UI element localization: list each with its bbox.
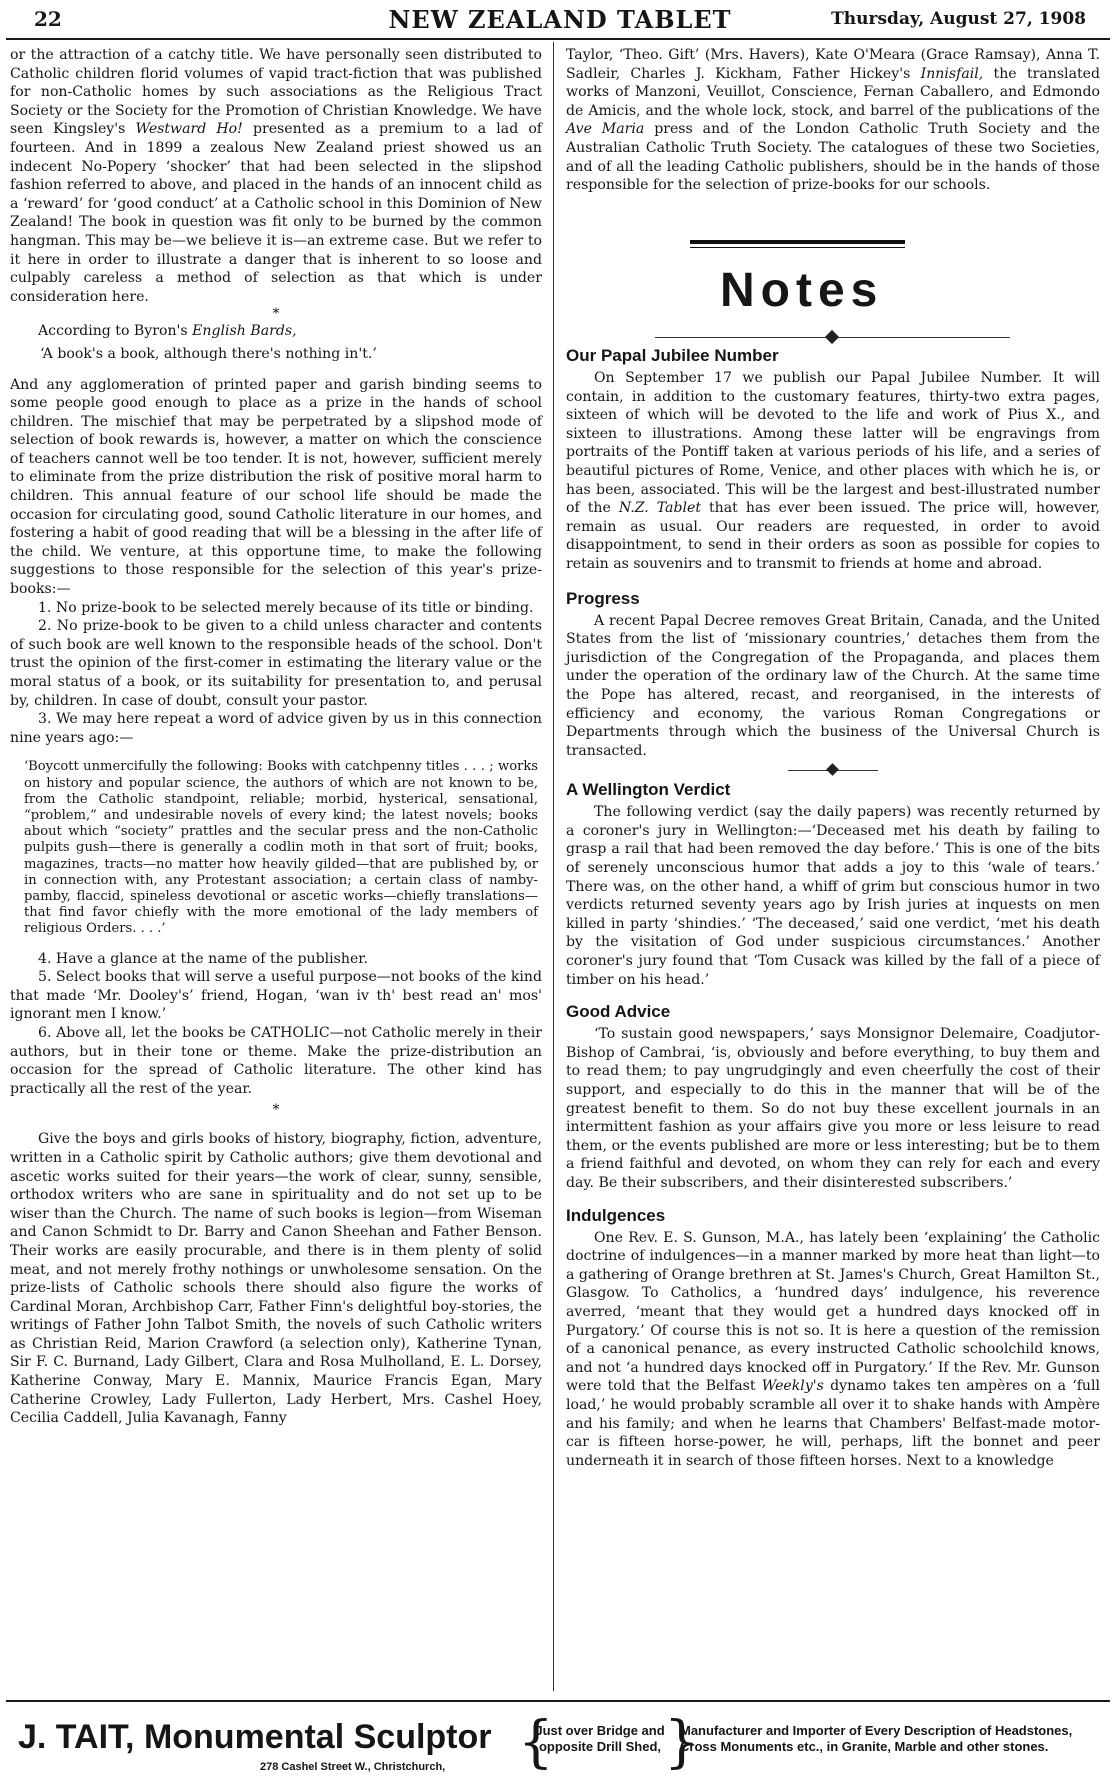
note-body: A recent Papal Decree removes Great Britain, Canada, and the United States from the list of ‘missionary countries,’ detaches them from the jurisdiction of the Congregation of the Propaganda, and places them under the operation of the ordinary law of the Church. At the same time the Pope has altered, recast, and reorganised, in the interests of efficiency and economy, the various Roman Congregations or Departments through which the business of the Universal Church is transacted. — [566, 612, 1100, 759]
advertiser-name: J. TAIT, Monumental Sculptor — [18, 1718, 492, 1756]
advertiser-address: 278 Cashel Street W., Christchurch, — [260, 1761, 446, 1773]
section-star: * — [272, 306, 280, 323]
note-heading: Our Papal Jubilee Number — [566, 346, 779, 365]
ornament-rule — [575, 333, 1095, 343]
advertiser-location: Just over Bridge and opposite Drill Shed, — [535, 1723, 665, 1754]
right-column-notes — [566, 345, 1100, 1470]
note-heading: Indulgences — [566, 1205, 666, 1225]
brace-icon: { — [518, 1710, 554, 1775]
column-divider — [553, 42, 554, 1691]
paragraph: Give the boys and girls books of history, biography, fiction, adventure, written in a Catholic spirit by Catholic authors; give them devotional and ascetic works suited for their years—the work of clear, sunny, sensible, orthodox writers who are sane in spirituality and do not set up to be wiser than the Church. The name of such books is legion—from Wiseman and Canon Schmidt to Dr. Barry and Canon Sheehan and Father Benson. Their works are easily procurable, and there is in them plenty of solid meat, and not merely frothy nothings or unwholesome sensation. On the prize-lists of Catholic schools there should also figure the works of Cardinal Moran, Archbishop Carr, Father Finn's delightful boy-stories, the writings of Father John Talbot Smith, the novels of such Catholic writers as Christian Reid, Marion Crawford (a selection only), Katherine Tynan, Sir F. C. Burnand, Lady Gilbert, Clara and Rosa Mulholland, E. L. Dorsey, Katherine Conway, Mary E. Mannix, Maurice Francis Egan, Mary Catherine Crowley, Lady Fullerton, Lady Herbert, Mrs. Cashel Hoey, Cecilia Caddell, Julia Kavanagh, Fanny — [10, 1131, 542, 1427]
suggestion-4: 4. Have a glance at the name of the publisher. — [38, 950, 368, 967]
issue-date: Thursday, August 27, 1908 — [831, 9, 1086, 29]
brace-icon: } — [664, 1710, 700, 1775]
note-body: The following verdict (say the daily papers) was recently returned by a coroner's jury in Wellington:—‘Deceased met his death by failing to grasp a rail that had been removed the day before.’ This is one of the bits of serenely unconscious humor that adds a joy to this ‘wale of tears.’ There was, on the other hand, a whiff of grim but conscious humor in two verdicts returned seventy years ago by Irish juries at inquests on men killed in party ‘shindies.’ ‘The deceased,’ said one verdict, ‘met his death by the visitation of God under suspicious circumstances.’ Another coroner's jury found that ‘Tom Cusack was killed by the fall of a piece of timber on his head.’ — [566, 804, 1100, 988]
page-header — [20, 5, 1100, 33]
paragraph: or the attraction of a catchy title. We have personally seen distributed to Catholic children florid volumes of vapid tract-fiction that was published for non-Catholic homes by such associations as the Religious Tract Society or the Society for the Promotion of Christian Knowledge. We have seen Kingsley's Westward Ho! presented as a premium to a lad of fourteen. And in 1899 a zealous New Zealand priest showed us an indecent No-Popery ‘shocker’ that had been selected in the slipshod fashion referred to above, and placed in the hands of an innocent child as a ‘reward’ for ‘good conduct’ at a Catholic school in this Dominion of New Zealand! The book in question was fit only to be burned by the common hangman. This may be—we believe it is—an extreme case. But we refer to it here in order to illustrate a danger that is inherent to so loose and culpably careless a method of selection as that which is under consideration here. — [10, 47, 543, 305]
suggestion-2: 2. No prize-book to be given to a child unless character and contents of such book are well known to the responsible heads of the school. Don't trust the opinion of the first-comer in estimating the literary value or the moral status of a book, or its suitability for presentation to, and perusal by, children. In case of doubt, consult your pastor. — [10, 618, 542, 709]
section-rule — [690, 240, 905, 248]
page-number: 22 — [34, 7, 62, 31]
masthead-title: NEW ZEALAND TABLET — [388, 5, 732, 34]
suggestion-3: 3. We may here repeat a word of advice given by us in this connection nine years ago:— — [10, 711, 542, 746]
paragraph: And any agglomeration of printed paper and garish binding seems to some people good enough to place as a prize in the hands of school children. The mischief that may be perpetrated by a slipshod mode of selection of book rewards is, however, a matter on which the conscience of teachers cannot well be too tender. It is not, however, sufficient merely to eliminate from the prize distribution the risk of positive moral harm to children. This annual feature of our school life should be made the occasion for circulating good, sound Catholic literature in our homes, and fostering a habit of good reading that will be a blessing in the after life of the child. We venture, at this opportune time, to make the following suggestions to those responsible for the selection of this year's prize-books:— — [10, 376, 542, 598]
left-column — [10, 46, 542, 1428]
paragraph: Taylor, ‘Theo. Gift’ (Mrs. Havers), Kate O'Meara (Grace Ramsay), Anna T. Sadleir, Charles J. Kickham, Father Hickey's Innisfail, the translated works of Manzoni, Veuillot, Conscience, Fernan Caballero, and Edmondo de Amicis, and the whole lock, stock, and barrel of the publications of the Ave Maria press and of the London Catholic Truth Society and the Australian Catholic Truth Society. The catalogues of these two Societies, and of all the leading Catholic publishers, should be in the hands of those responsible for the selection of prize-books for our schools. — [566, 47, 1101, 194]
verse-quote: ‘A book's a book, although there's nothing in't.’ — [40, 345, 377, 362]
suggestion-6: 6. Above all, let the books be CATHOLIC—not Catholic merely in their authors, but in their tone or theme. Make the prize-distribution an occasion for the spread of Catholic literature. The other kind has practically all the rest of the year. — [10, 1024, 542, 1097]
right-column-top — [566, 46, 1100, 195]
paragraph: According to Byron's English Bards, — [38, 323, 297, 340]
note-body: ‘To sustain good newspapers,’ says Monsignor Delemaire, Coadjutor-Bishop of Cambrai, ‘is, obviously and before everything, to buy them and to read them; to pay ungrudgingly and even cheerfully the cost of their support, and especially to do this in the manner that will be of the greatest benefit to them. So do not buy these excellent journals in an intermittent fashion as your affairs give you more or less leisure to read them, or the events published are more or less interesting; but be to them a friend faithful and devoted, on whom they can rely for each and every day. Be their subscribers, and their disinterested subscribers.’ — [566, 1026, 1100, 1191]
note-heading: A Wellington Verdict — [566, 780, 731, 800]
note-body: On September 17 we publish our Papal Jubilee Number. It will contain, in addition to the customary features, thirty-two extra pages, sixteen of which will be devoted to the life and work of Pius X., and sixteen to illustrations. Among these latter will be engravings from portraits of the Pontiff taken at various periods of his life, and a series of beautiful pictures of Rome, Venice, and other places with which he is, or has been, associated. This will be the largest and best-illustrated number of the N.Z. Tablet that has ever been issued. The price will, however, remain as usual. Our readers are requested, in order to avoid disappointment, to send in their orders as soon as possible for copies to retain as souvenirs and to transmit to friends at home and abroad. — [566, 370, 1100, 572]
footer-advertisement — [0, 1710, 1114, 1783]
section-star: * — [272, 1102, 280, 1119]
advertiser-description: Manufacturer and Importer of Every Description of Headstones, Cross Monuments etc., in Granite, Marble and other stones. — [680, 1723, 1073, 1754]
note-heading: Good Advice — [566, 1002, 671, 1022]
ornament-rule — [788, 770, 878, 771]
note-heading: Progress — [566, 588, 640, 608]
header-rule — [6, 38, 1110, 40]
suggestion-1: 1. No prize-book to be selected merely because of its title or binding. — [38, 599, 534, 616]
note-body: One Rev. E. S. Gunson, M.A., has lately been ‘explaining’ the Catholic doctrine of indulgences—in a manner marked by more heat than light—to a gathering of Orange brethren at St. James's Church, Great Hamilton St., Glasgow. To Catholics, a ‘hundred days’ indulgence, his reverence averred, ‘meant that they would get a hundred days knocked off in Purgatory.’ Of course this is not so. It is here a question of the remission of a canonical penance, as every instructed Catholic schoolchild knows, and not ‘a hundred days knocked off in Purgatory.’ If the Rev. Mr. Gunson were told that the Belfast Weekly's dynamo takes ten ampères on a ‘full load,’ he would probably scramble all over it to shake hands with Ampère and his family; and when he learns that Chambers' Belfast-made motor-car is fifteen horse-power, he will, perhaps, lift the bonnet and peer underneath it in search of those fifteen horses. Next to a knowledge — [566, 1229, 1101, 1469]
suggestion-5: 5. Select books that will serve a useful purpose—not books of the kind that made ‘Mr. Dooley's’ friend, Hogan, ‘wan iv th' best read an' mos' ignorant men I know.’ — [10, 969, 542, 1023]
block-quote: ‘Boycott unmercifully the following: Books with catchpenny titles . . . ; works on history and popular science, the authors of which are not known to be, from the Catholic standpoint, reliable; morbid, hysterical, sensational, “problem,” and undesirable novels of every kind; the latest novels; books about which “society” prattles and the secular press and the non-Catholic pulpits gush—there is generally a codlin moth in that sort of fruit; books, magazines, tracts—no matter how heavily gilded—that are published by, or in connection with, any Protestant association; a certain class of namby-pamby, flaccid, spineless devotional or ascetic works—chiefly translations—that find favor chiefly with the more emotional of the lady members of religious Orders. . . .’ — [24, 759, 538, 937]
notes-heading: Notes — [720, 264, 884, 317]
footer-rule — [6, 1700, 1110, 1702]
